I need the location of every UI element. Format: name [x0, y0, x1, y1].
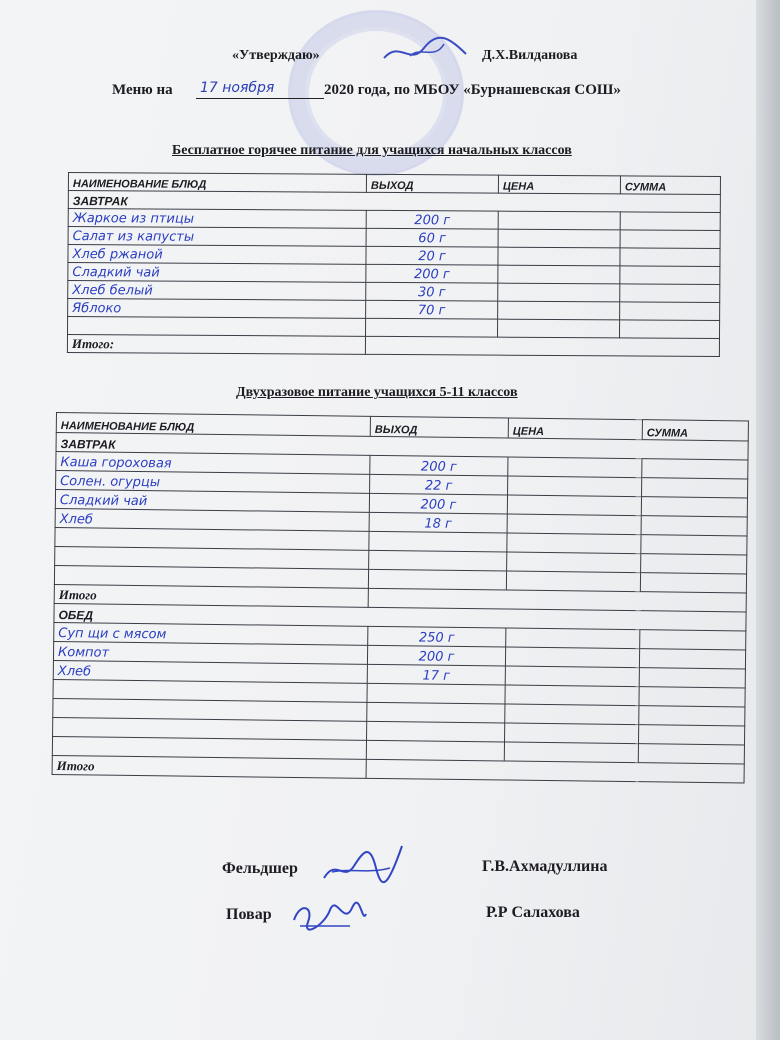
dish-sum: [620, 284, 720, 303]
approval-label: «Утверждаю»: [232, 48, 320, 63]
dish-sum: [620, 212, 720, 231]
dish-out: 200 г: [369, 493, 507, 514]
dish-price: [506, 628, 640, 649]
total-value: [366, 759, 744, 783]
dish-name: Хлеб белый: [68, 281, 366, 301]
dish-price: [505, 647, 639, 668]
dish-sum: [620, 230, 720, 249]
dish-out: 200 г: [366, 210, 498, 229]
total-row: [67, 335, 719, 357]
dish-name: Сладкий чай: [55, 490, 369, 513]
dish-name: Солен. огурцы: [56, 471, 370, 494]
dish-price: [498, 229, 620, 248]
dish-name: Компот: [53, 641, 367, 664]
dish-price: [505, 666, 639, 687]
dish-out: 60 г: [366, 228, 498, 247]
dish-out: 20 г: [366, 246, 498, 265]
dish-price: [507, 514, 641, 535]
dish-sum: [640, 630, 746, 650]
menu-suffix: 2020 года, по МБОУ «Бурнашевская СОШ»: [324, 82, 621, 98]
two-meal-menu-table: [52, 412, 749, 783]
menu-date-handwritten: 17 ноября: [200, 80, 275, 96]
cook-label: Повар: [226, 906, 272, 923]
dish-name: Суп щи с мясом: [54, 622, 368, 645]
table2-title: Двухразовое питание учащихся 5-11 классов: [236, 385, 518, 400]
dish-sum: [620, 248, 720, 267]
dish-name: Салат из капусты: [68, 227, 366, 247]
dish-out: 17 г: [367, 664, 505, 685]
dish-out: 250 г: [368, 626, 506, 647]
dish-out: 18 г: [369, 512, 507, 533]
col-out: ВЫХОД: [366, 174, 498, 193]
approval-signature: [380, 36, 470, 66]
section-breakfast: ЗАВТРАК: [68, 191, 720, 213]
col-price: ЦЕНА: [498, 175, 620, 194]
dish-price: [498, 265, 620, 284]
dish-price: [498, 247, 620, 266]
total-label: Итого: [52, 755, 366, 778]
col-price: ЦЕНА: [508, 418, 642, 440]
medic-signature: [318, 838, 408, 896]
dish-out: 22 г: [370, 474, 508, 495]
date-underline: [196, 98, 324, 99]
dish-sum: [642, 478, 748, 498]
cook-name: Р.Р Салахова: [486, 904, 580, 921]
dish-sum: [641, 516, 747, 536]
col-name: НАИМЕНОВАНИЕ БЛЮД: [56, 413, 370, 437]
col-sum: СУММА: [642, 420, 748, 441]
dish-sum: [642, 459, 748, 479]
dish-sum: [639, 668, 745, 688]
dish-name: Сладкий чай: [68, 263, 366, 283]
dish-price: [508, 457, 642, 478]
medic-name: Г.В.Ахмадуллина: [482, 858, 608, 875]
dish-name: Яблоко: [68, 299, 366, 319]
dish-price: [498, 283, 620, 302]
dish-sum: [620, 302, 720, 321]
menu-prefix: Меню на: [112, 82, 173, 98]
dish-out: 200 г: [366, 264, 498, 283]
dish-price: [507, 495, 641, 516]
total-value: [365, 336, 719, 356]
dish-sum: [641, 497, 747, 517]
dish-sum: [639, 649, 745, 669]
dish-out: 200 г: [367, 645, 505, 666]
dish-name: Хлеб: [55, 508, 369, 531]
dish-price: [498, 301, 620, 320]
col-name: НАИМЕНОВАНИЕ БЛЮД: [68, 173, 366, 193]
dish-price: [508, 476, 642, 497]
dish-name: Хлеб ржаной: [68, 245, 366, 265]
table1-title: Бесплатное горячее питание для учащихся начальных классов: [172, 143, 572, 158]
dish-name: Хлеб: [53, 660, 367, 683]
section-breakfast: ЗАВТРАК: [56, 433, 748, 460]
total-label: Итого:: [67, 335, 365, 355]
primary-menu-table: [67, 172, 721, 357]
dish-name: Жаркое из птицы: [68, 209, 366, 229]
col-sum: СУММА: [620, 176, 720, 195]
col-out: ВЫХОД: [370, 416, 508, 438]
total-label: Итого: [54, 584, 368, 607]
section-lunch: ОБЕД: [54, 603, 746, 630]
cook-signature: [290, 896, 370, 936]
dish-price: [498, 211, 620, 230]
dish-sum: [620, 266, 720, 285]
dish-out: 30 г: [366, 282, 498, 301]
page-edge: [756, 0, 780, 1040]
dish-out: 200 г: [370, 455, 508, 476]
dish-out: 70 г: [366, 300, 498, 319]
dish-name: Каша гороховая: [56, 452, 370, 475]
approver-name: Д.Х.Вилданова: [482, 48, 578, 63]
medic-label: Фельдшер: [222, 860, 298, 877]
